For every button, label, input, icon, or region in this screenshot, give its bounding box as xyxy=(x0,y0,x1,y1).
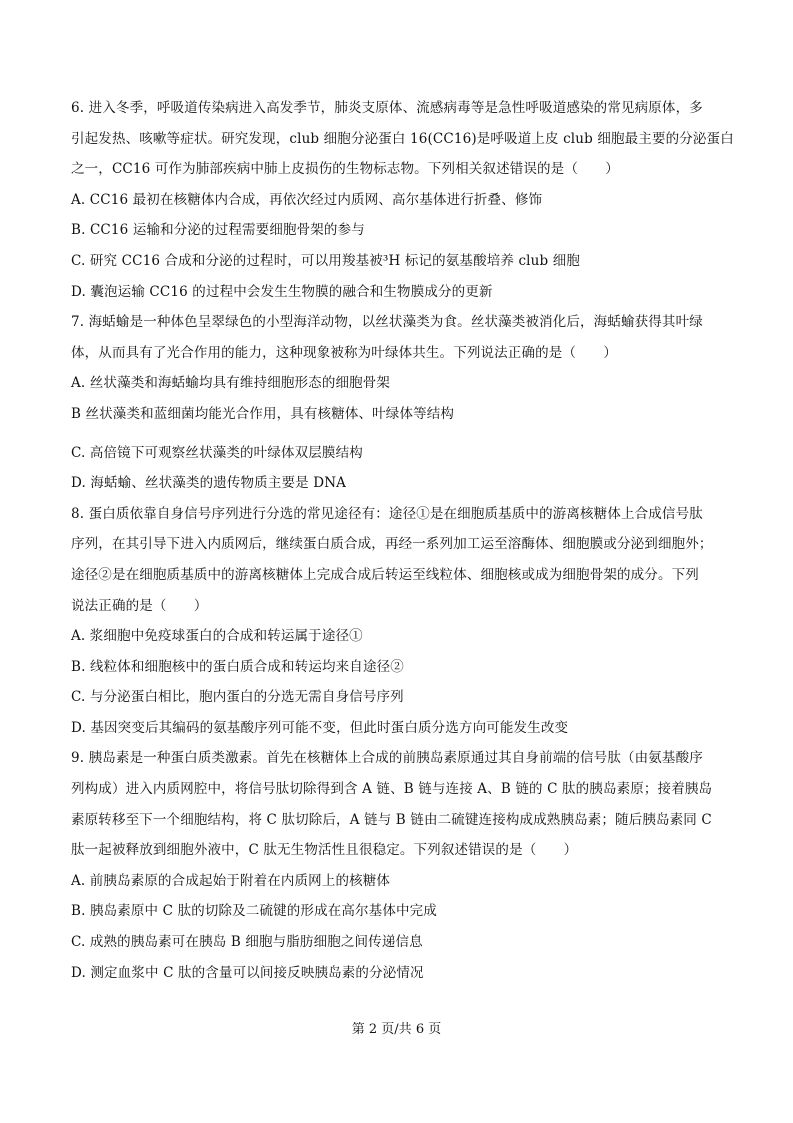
stem-line: 体，从而具有了光合作用的能力，这种现象被称为叶绿体共生。下列说法正确的是（ ） xyxy=(71,344,617,361)
question-8 xyxy=(71,499,721,744)
spacer xyxy=(71,430,721,438)
question-7 xyxy=(71,307,721,499)
question-8-stem xyxy=(71,499,721,621)
stem-line: 列构成）进入内质网腔中，将信号肽切除得到含 A 链、B 链与连接 A、B 链的 C 肽的胰岛素原；接着胰岛 xyxy=(71,781,713,798)
question-9-option-a: A. 前胰岛素原的合成起始于附着在内质网上的核糖体 xyxy=(71,872,391,889)
stem-line: 8. 蛋白质依靠自身信号序列进行分选的常见途径有：途径①是在细胞质基质中的游离核糖体上合成信号肽 xyxy=(71,505,703,522)
question-6 xyxy=(71,93,734,307)
question-8-option-a: A. 浆细胞中免疫球蛋白的合成和转运属于途径① xyxy=(71,628,363,645)
question-6-option-d: D. 囊泡运输 CC16 的过程中会发生生物膜的融合和生物膜成分的更新 xyxy=(71,283,493,300)
stem-line: 9. 胰岛素是一种蛋白质类激素。首先在核糖体上合成的前胰岛素原通过其自身前端的信号肽（由氨基酸序 xyxy=(71,750,703,767)
question-7-option-b: B 丝状藻类和蓝细菌均能光合作用，具有核糖体、叶绿体等结构 xyxy=(71,405,455,422)
question-list xyxy=(71,93,734,988)
stem-line: 之一，CC16 可作为肺部疾病中肺上皮损伤的生物标志物。下列相关叙述错误的是（ ） xyxy=(71,161,619,178)
stem-line: 素原转移至下一个细胞结构，将 C 肽切除后，A 链与 B 链由二硫键连接构成成熟胰岛素；随后胰岛素同 C xyxy=(71,811,712,828)
question-7-option-a: A. 丝状藻类和海蛞蝓均具有维持细胞形态的细胞骨架 xyxy=(71,375,391,392)
question-6-option-a: A. CC16 最初在核糖体内合成，再依次经过内质网、高尔基体进行折叠、修饰 xyxy=(71,191,543,208)
question-8-option-c: C. 与分泌蛋白相比，胞内蛋白的分选无需自身信号序列 xyxy=(71,689,404,706)
stem-line: 途径②是在细胞质基质中的游离核糖体上完成合成后转运至线粒体、细胞核或成为细胞骨架的成分。下列 xyxy=(71,566,699,583)
question-9-option-d: D. 测定血浆中 C 肽的含量可以间接反映胰岛素的分泌情况 xyxy=(71,964,424,981)
question-6-stem xyxy=(71,93,734,185)
question-8-option-b: B. 线粒体和细胞核中的蛋白质合成和转运均来自途径② xyxy=(71,658,404,675)
question-7-option-c: C. 高倍镜下可观察丝状藻类的叶绿体双层膜结构 xyxy=(71,444,363,461)
question-6-option-c: C. 研究 CC16 合成和分泌的过程时，可以用羧基被³H 标记的氨基酸培养 club 细胞 xyxy=(71,252,581,269)
stem-line: 引起发热、咳嗽等症状。研究发现，club 细胞分泌蛋白 16(CC16)是呼吸道上皮 club 细胞最主要的分泌蛋白 xyxy=(71,130,734,147)
question-7-stem xyxy=(71,307,721,368)
question-9-option-c: C. 成熟的胰岛素可在胰岛 B 细胞与脂肪细胞之间传递信息 xyxy=(71,934,423,951)
stem-line: 肽一起被释放到细胞外液中，C 肽无生物活性且很稳定。下列叙述错误的是（ ） xyxy=(71,842,578,859)
page-number-footer: 第 2 页/共 6 页 xyxy=(351,1022,442,1037)
question-7-option-d: D. 海蛞蝓、丝状藻类的遗传物质主要是 DNA xyxy=(71,475,347,492)
question-8-option-d: D. 基因突变后其编码的氨基酸序列可能不变，但此时蛋白质分选方向可能发生改变 xyxy=(71,719,569,736)
stem-line: 7. 海蛞蝓是一种体色呈翠绿色的小型海洋动物，以丝状藻类为食。丝状藻类被消化后，海蛞蝓获得其叶绿 xyxy=(71,314,703,331)
stem-line: 说法正确的是（ ） xyxy=(71,597,208,614)
question-9-option-b: B. 胰岛素原中 C 肽的切除及二硫键的形成在高尔基体中完成 xyxy=(71,903,437,920)
question-6-option-b: B. CC16 运输和分泌的过程需要细胞骨架的参与 xyxy=(71,222,365,239)
stem-line: 6. 进入冬季，呼吸道传染病进入高发季节，肺炎支原体、流感病毒等是急性呼吸道感染的常见病原体，多 xyxy=(71,100,703,116)
stem-line: 序列，在其引导下进入内质网后，继续蛋白质合成，再经一系列加工运至溶酶体、细胞膜或分泌到细胞外； xyxy=(71,536,713,553)
question-9-stem xyxy=(71,743,721,865)
question-9 xyxy=(71,743,721,988)
